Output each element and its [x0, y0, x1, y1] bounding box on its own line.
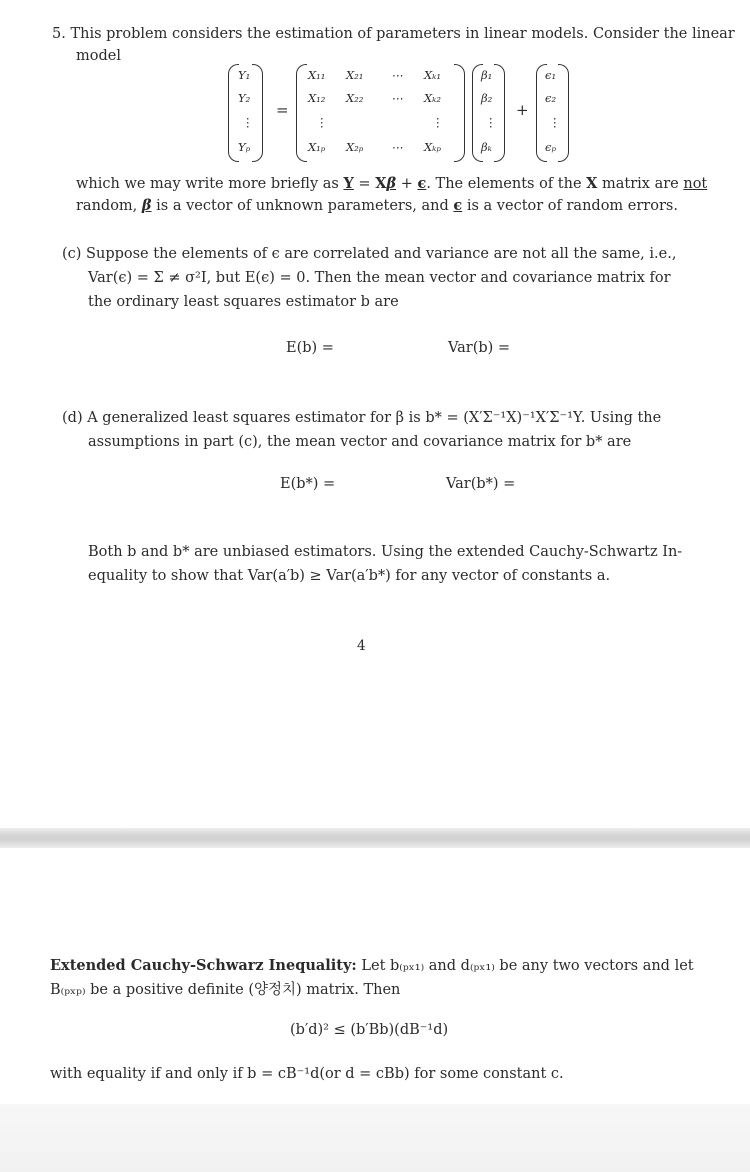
plus-sign: + [516, 101, 529, 119]
epsilon-cell: ϵ₁ [545, 68, 557, 82]
beta-cell: βₖ [481, 140, 492, 154]
page-separator [0, 828, 750, 848]
part-c-expectation-label: E(b) = [286, 340, 334, 356]
epsilon-cell: ϵₚ [545, 140, 557, 154]
part-d-both-line-2: equality to show that Var(a′b) ≥ Var(a′b*) for any vector of constants a. [88, 568, 611, 584]
part-d-both-line-1: Both b and b* are unbiased estimators. Using the extended Cauchy-Schwartz In- [88, 544, 683, 560]
cauchy-line-1: Extended Cauchy-Schwarz Inequality: Let b₍ₚₓ₁₎ and d₍ₚₓ₁₎ be any two vectors and let [50, 957, 694, 974]
page-bottom-shade [0, 1104, 750, 1172]
x-matrix [296, 64, 466, 160]
equals-sign: = [276, 101, 289, 119]
model-description-line-2: random, β is a vector of unknown parameters, and ϵ is a vector of random errors. [76, 197, 678, 214]
page-two [0, 848, 750, 1172]
x-cell: Xₖₚ [424, 140, 441, 154]
beta-cell: β₂ [481, 91, 493, 105]
cauchy-formula: (b′d)² ≤ (b′Bb)(dB⁻¹d) [290, 1022, 449, 1038]
part-c-line-3: the ordinary least squares estimator b are [88, 294, 399, 310]
part-d-variance-label: Var(b*) = [446, 476, 516, 492]
y-cell: Yₚ [238, 140, 251, 154]
epsilon-vector [536, 64, 570, 160]
x-cell: ⋯ [392, 91, 404, 105]
x-cell: ⋮ [432, 115, 444, 129]
part-c-line-2: Var(ϵ) = Σ ≠ σ²I, but E(ϵ) = 0. Then the mean vector and covariance matrix for [88, 270, 671, 286]
part-d-line-2: assumptions in part (c), the mean vector and covariance matrix for b* are [88, 434, 632, 450]
epsilon-cell: ⋮ [549, 115, 561, 129]
x-cell: Xₖ₁ [424, 68, 441, 82]
beta-cell: ⋮ [485, 115, 497, 129]
x-cell: X₂ₚ [346, 140, 364, 154]
x-cell: X₂₁ [346, 68, 364, 82]
x-cell: ⋯ [392, 68, 404, 82]
y-cell: Y₂ [238, 91, 251, 105]
problem-intro-line-2: model [76, 48, 121, 64]
x-cell: X₂₂ [346, 91, 364, 105]
x-cell: ⋮ [316, 115, 328, 129]
problem-intro-line-1: 5. This problem considers the estimation of parameters in linear models. Consider the linear [52, 26, 735, 42]
part-c-variance-label: Var(b) = [448, 340, 511, 356]
x-cell: X₁₂ [308, 91, 326, 105]
model-description-line-1: which we may write more briefly as Y = Xβ + ϵ. The elements of the X matrix are not [76, 175, 708, 192]
epsilon-cell: ϵ₂ [545, 91, 557, 105]
y-cell: Y₁ [238, 68, 251, 82]
part-c-line-1: (c) Suppose the elements of ϵ are correlated and variance are not all the same, i.e., [62, 246, 677, 262]
cauchy-equality-condition: with equality if and only if b = cB⁻¹d(or d = cBb) for some constant c. [50, 1066, 564, 1082]
y-vector [228, 64, 264, 160]
x-cell: Xₖ₂ [424, 91, 441, 105]
y-cell: ⋮ [242, 115, 254, 129]
x-cell: X₁₁ [308, 68, 326, 82]
part-d-expectation-label: E(b*) = [280, 476, 336, 492]
x-cell: ⋯ [392, 140, 404, 154]
beta-cell: β₁ [481, 68, 493, 82]
cauchy-line-2: B₍ₚₓₚ₎ be a positive definite (양정치) matrix. Then [50, 982, 401, 998]
part-d-line-1: (d) A generalized least squares estimator for β is b* = (X′Σ⁻¹X)⁻¹X′Σ⁻¹Y. Using the [62, 410, 662, 426]
page-number: 4 [357, 638, 366, 654]
beta-vector [472, 64, 506, 160]
x-cell: X₁ₚ [308, 140, 326, 154]
